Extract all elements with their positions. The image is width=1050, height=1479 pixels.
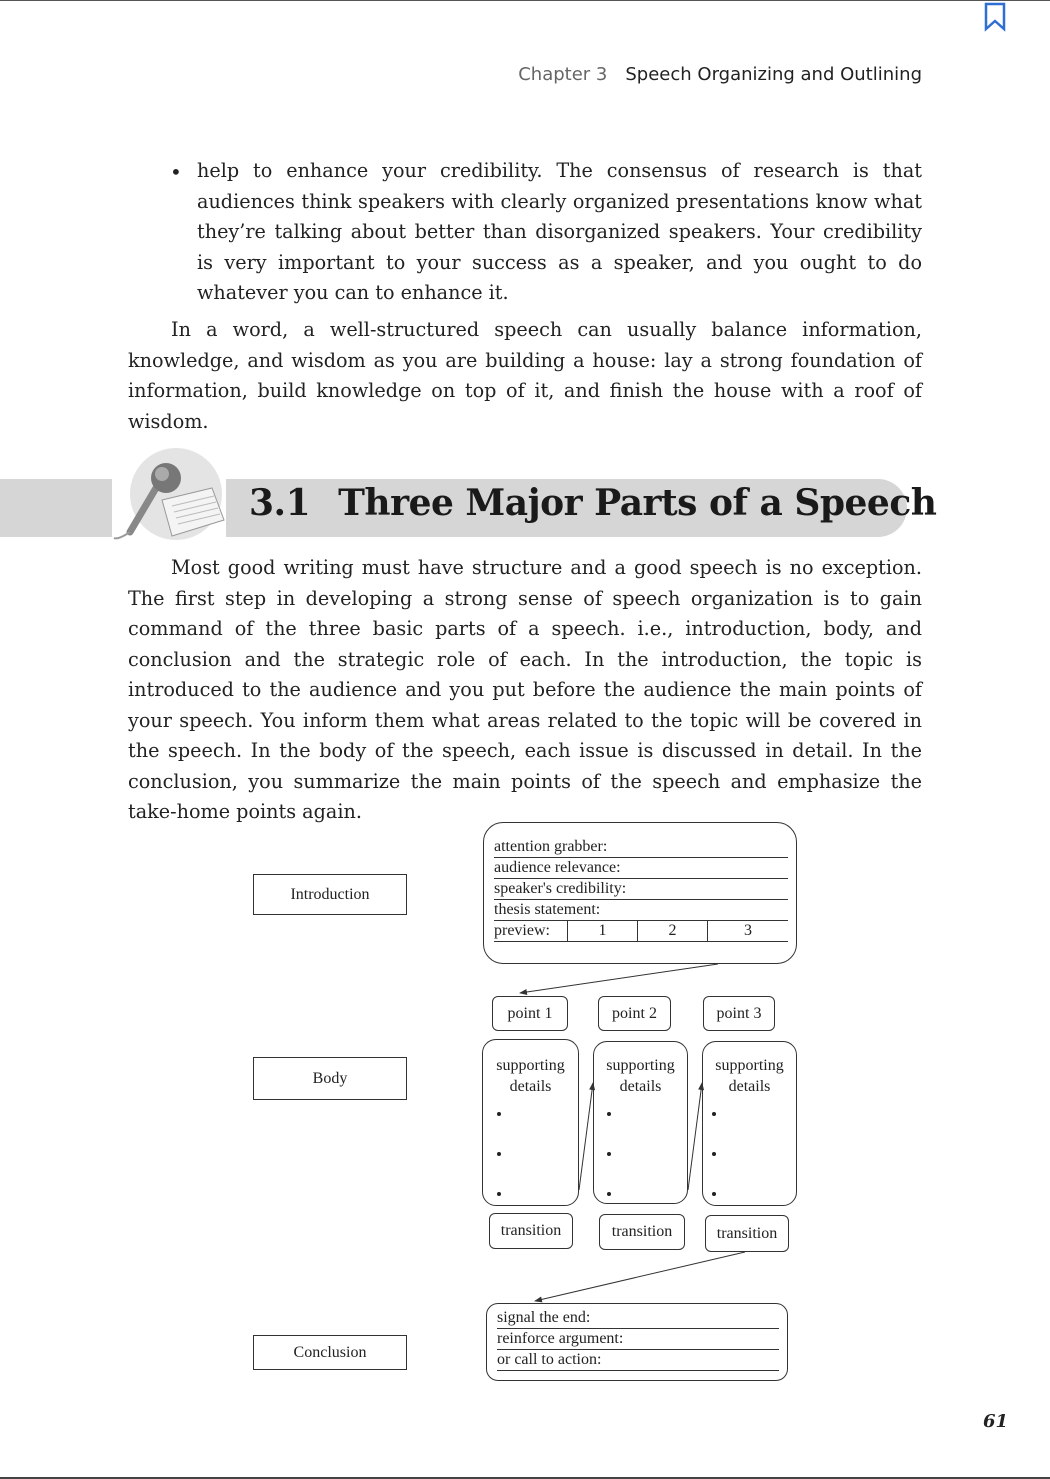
preview-col: 3	[744, 922, 752, 939]
point-box: point 3	[703, 996, 775, 1031]
bullet-marker: •	[170, 160, 182, 184]
conclusion-row: reinforce argument:	[497, 1329, 779, 1350]
intro-row: thesis statement:	[494, 900, 788, 921]
intro-row: attention grabber:	[494, 837, 788, 858]
supporting-label: supporting details	[606, 1057, 675, 1095]
intro-row: audience relevance:	[494, 858, 788, 879]
conclusion-label: Conclusion	[253, 1335, 407, 1370]
transition-box: transition	[489, 1213, 573, 1249]
page-number: 61	[983, 1411, 1009, 1432]
chapter-title: Speech Organizing and Outlining	[625, 64, 922, 85]
section-title: Three Major Parts of a Speech	[338, 482, 937, 524]
paragraph: In a word, a well-structured speech can usually balance information, knowledge, and wisdom as you are building a house: lay a strong foundation of information, build knowledge on top of it, and finish the house with a roof of wisdom.	[128, 318, 922, 433]
preview-label: preview:	[494, 921, 568, 941]
chapter-label: Chapter 3	[518, 64, 608, 85]
intro-row: speaker's credibility:	[494, 879, 788, 900]
supporting-label: supporting details	[715, 1057, 784, 1095]
introduction-label: Introduction	[253, 874, 407, 915]
conclusion-row: signal the end:	[497, 1308, 779, 1329]
paragraph: Most good writing must have structure and a good speech is no exception. The first step in developing a strong sense of speech organization is to gain command of the three basic parts of a speech. i.e., introduction, body, and conclusion and the strategic role of each. In the introduction, the topic is introduced to the audience and you put before the audience the main points of your speech. You inform them what areas related to the topic will be covered in the speech. In the body of the speech, each issue is discussed in detail. In the conclusion, you summarize the main points of the speech and emphasize the take-home points again.	[128, 556, 922, 823]
transition-box: transition	[705, 1215, 789, 1252]
preview-col: 2	[638, 921, 708, 941]
preview-col: 1	[568, 921, 638, 941]
conclusion-row: or call to action:	[497, 1350, 779, 1371]
point-box: point 1	[492, 996, 568, 1031]
transition-box: transition	[599, 1214, 685, 1250]
bullet-paragraph: help to enhance your credibility. The consensus of research is that audiences think speakers with clearly organized presentations know what they’re talking about better than disorganized speakers. Your credibility is very important to your success as a speaker, and you ought to do whatever you can to enhance it.	[197, 159, 922, 304]
section-number: 3.1	[249, 482, 311, 524]
supporting-label: supporting details	[496, 1057, 565, 1095]
body-label: Body	[253, 1057, 407, 1100]
point-box: point 2	[598, 996, 671, 1031]
